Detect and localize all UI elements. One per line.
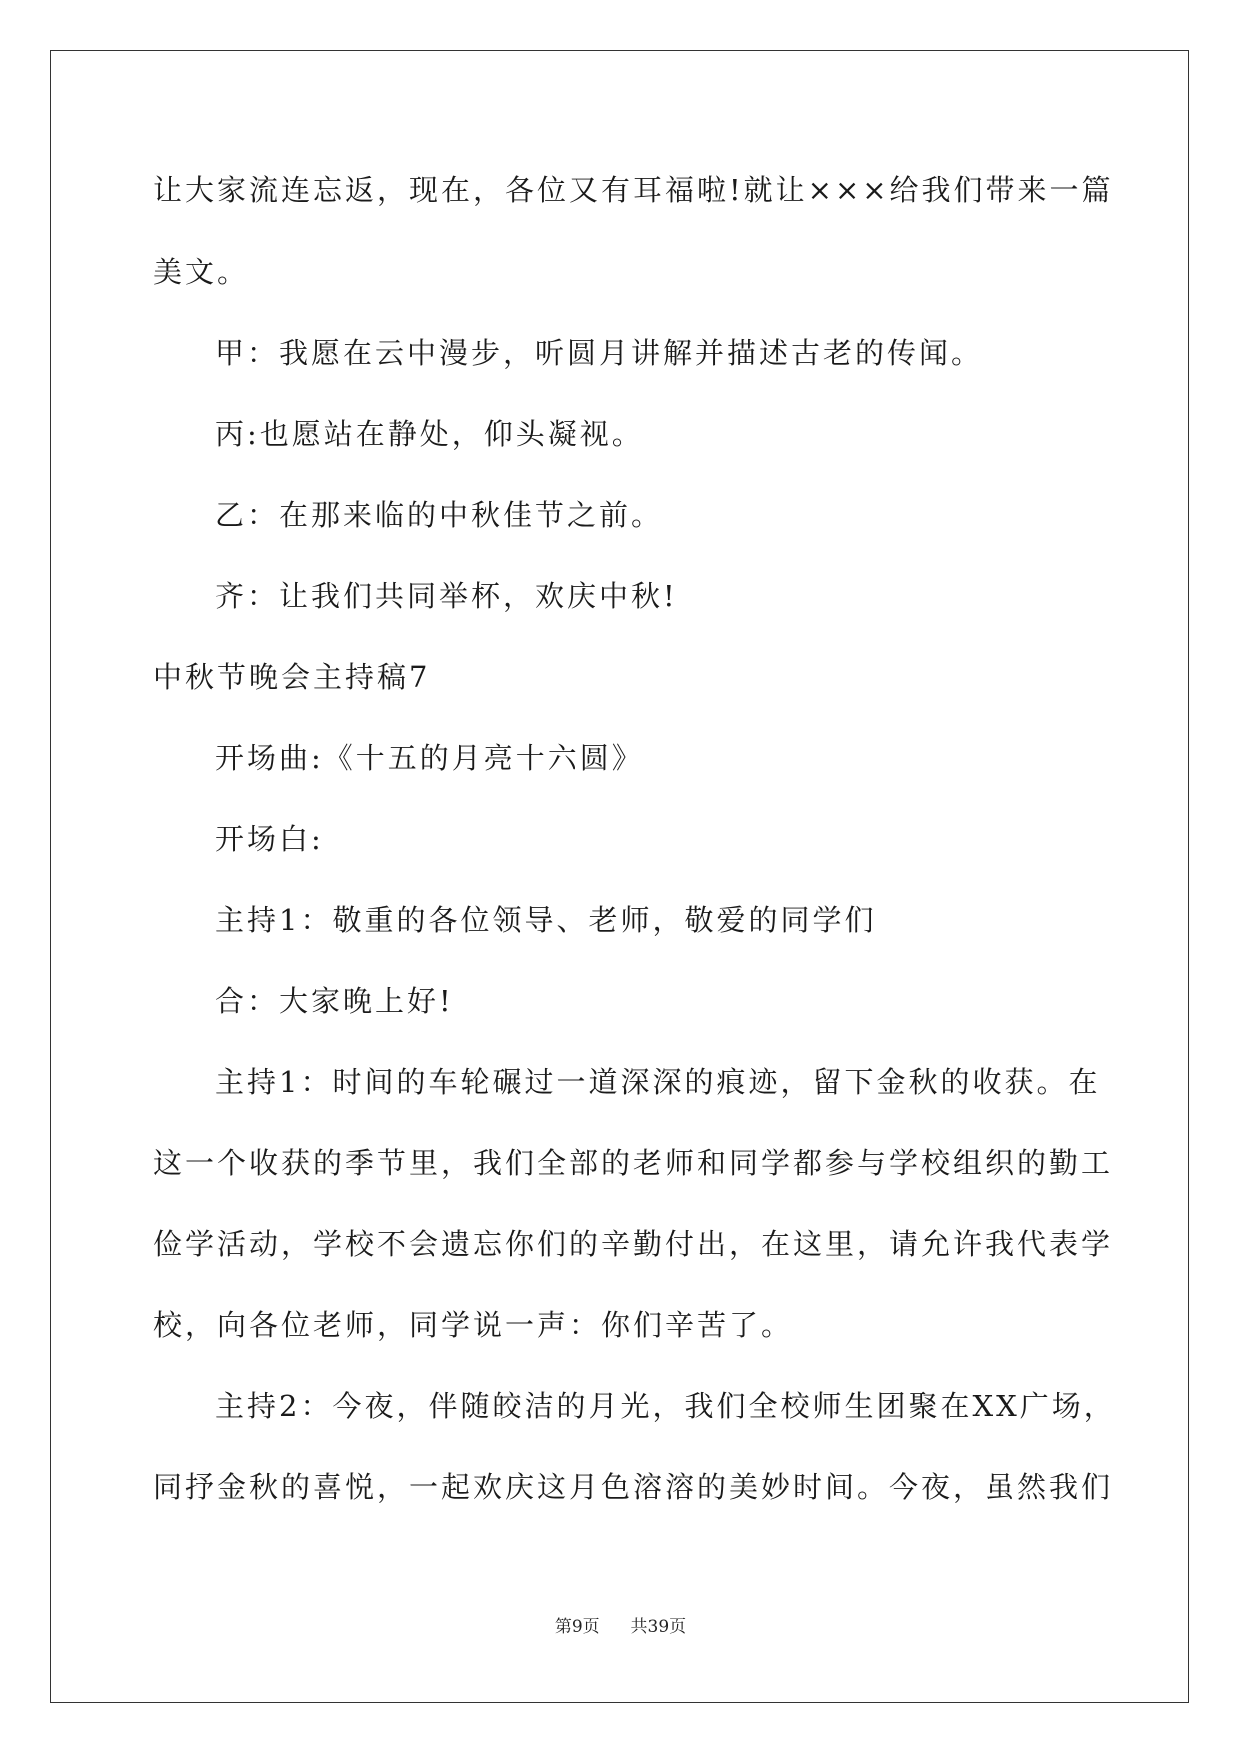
dialogue-line-jia: 甲：我愿在云中漫步，听圆月讲解并描述古老的传闻。 [215, 336, 984, 370]
page-border [50, 50, 1189, 1703]
host2-paragraph-line-2: 同抒金秋的喜悦，一起欢庆这月色溶溶的美妙时间。今夜，虽然我们 [153, 1470, 1114, 1504]
dialogue-line-qi: 齐：让我们共同举杯，欢庆中秋! [215, 579, 678, 613]
opening-song-line: 开场曲:《十五的月亮十六圆》 [215, 741, 644, 775]
host1-paragraph-line-2: 这一个收获的季节里，我们全部的老师和同学都参与学校组织的勤工 [153, 1146, 1114, 1180]
text-line-1: 让大家流连忘返，现在，各位又有耳福啦!就让×××给我们带来一篇 [153, 173, 1114, 207]
host2-paragraph-line-1: 主持2：今夜，伴随皎洁的月光，我们全校师生团聚在XX广场， [215, 1389, 1116, 1423]
host1-paragraph-line-3: 俭学活动，学校不会遗忘你们的辛勤付出，在这里，请允许我代表学 [153, 1227, 1114, 1261]
host1-paragraph-line-4: 校，向各位老师，同学说一声：你们辛苦了。 [153, 1308, 794, 1342]
host1-greeting-line: 主持1：敬重的各位领导、老师，敬爱的同学们 [215, 903, 877, 937]
dialogue-line-bing: 丙:也愿站在静处，仰头凝视。 [215, 417, 644, 451]
page-number: 第9页 [554, 1617, 600, 1637]
section-heading: 中秋节晚会主持稿7 [153, 660, 431, 694]
host1-paragraph-line-1: 主持1：时间的车轮碾过一道深深的痕迹，留下金秋的收获。在 [215, 1065, 1101, 1099]
page-total: 共39页 [630, 1617, 687, 1637]
together-line: 合：大家晚上好! [215, 984, 454, 1018]
opening-remarks-label: 开场白: [215, 822, 324, 856]
text-line-2: 美文。 [153, 255, 250, 289]
page-footer [0, 1612, 1241, 1637]
dialogue-line-yi: 乙：在那来临的中秋佳节之前。 [215, 498, 664, 532]
